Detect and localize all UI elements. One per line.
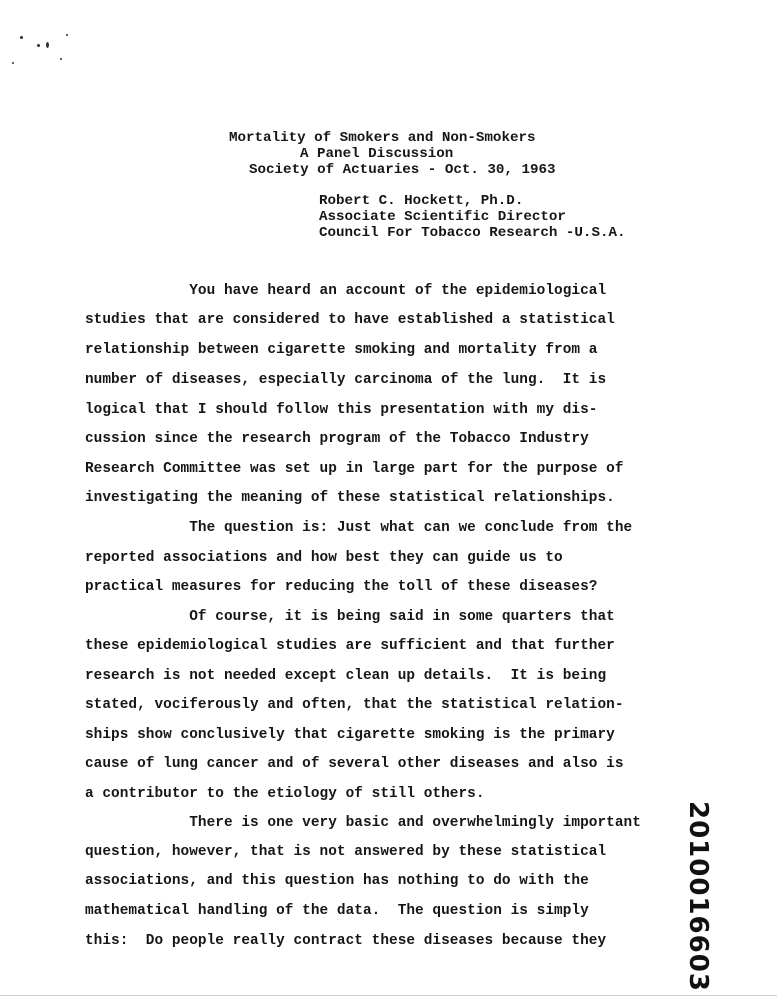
- body-line: stated, vociferously and often, that the statistical relation-: [85, 697, 624, 713]
- author-org: Council For Tobacco Research -U.S.A.: [319, 225, 626, 241]
- body-line: relationship between cigarette smoking and mortality from a: [85, 342, 598, 358]
- body-line: number of diseases, especially carcinoma of the lung. It is: [85, 372, 607, 388]
- body-line: studies that are considered to have established a statistical: [85, 312, 615, 328]
- body-line: reported associations and how best they can guide us to: [85, 550, 563, 566]
- body-line: these epidemiological studies are sufficient and that further: [85, 638, 615, 654]
- scan-speck: [37, 44, 40, 47]
- body-line: cussion since the research program of the Tobacco Industry: [85, 431, 589, 447]
- body-line: ships show conclusively that cigarette smoking is the primary: [85, 727, 615, 743]
- scan-speck: [66, 34, 68, 36]
- body-line: mathematical handling of the data. The question is simply: [85, 903, 589, 919]
- body-line: question, however, that is not answered by these statistical: [85, 844, 607, 860]
- body-line: The question is: Just what can we conclude from the: [85, 520, 633, 536]
- scan-speck: [20, 36, 23, 39]
- body-line: this: Do people really contract these diseases because they: [85, 933, 607, 949]
- body-line: Research Committee was set up in large part for the purpose of: [85, 461, 624, 477]
- scan-speck: [60, 58, 62, 60]
- body-line: associations, and this question has nothing to do with the: [85, 873, 589, 889]
- body-line: a contributor to the etiology of still others.: [85, 786, 485, 802]
- body-line: cause of lung cancer and of several other diseases and also is: [85, 756, 624, 772]
- scan-speck: [12, 62, 14, 64]
- title-line-2: A Panel Discussion: [300, 146, 454, 162]
- body-line: Of course, it is being said in some quarters that: [85, 609, 615, 625]
- author-name: Robert C. Hockett, Ph.D.: [319, 193, 524, 209]
- title-line-1: Mortality of Smokers and Non-Smokers: [229, 130, 536, 146]
- body-line: There is one very basic and overwhelmingly important: [85, 815, 641, 831]
- body-line: You have heard an account of the epidemiological: [85, 283, 607, 299]
- body-line: practical measures for reducing the toll of these diseases?: [85, 579, 598, 595]
- body-line: research is not needed except clean up details. It is being: [85, 668, 607, 684]
- title-line-3: Society of Actuaries - Oct. 30, 1963: [249, 162, 556, 178]
- body-line: investigating the meaning of these statistical relationships.: [85, 490, 615, 506]
- body-line: logical that I should follow this presentation with my dis-: [85, 402, 598, 418]
- scan-speck: [46, 42, 49, 48]
- document-id-stamp: 2010016603: [683, 801, 713, 992]
- page-edge-line: [0, 995, 777, 996]
- author-title: Associate Scientific Director: [319, 209, 566, 225]
